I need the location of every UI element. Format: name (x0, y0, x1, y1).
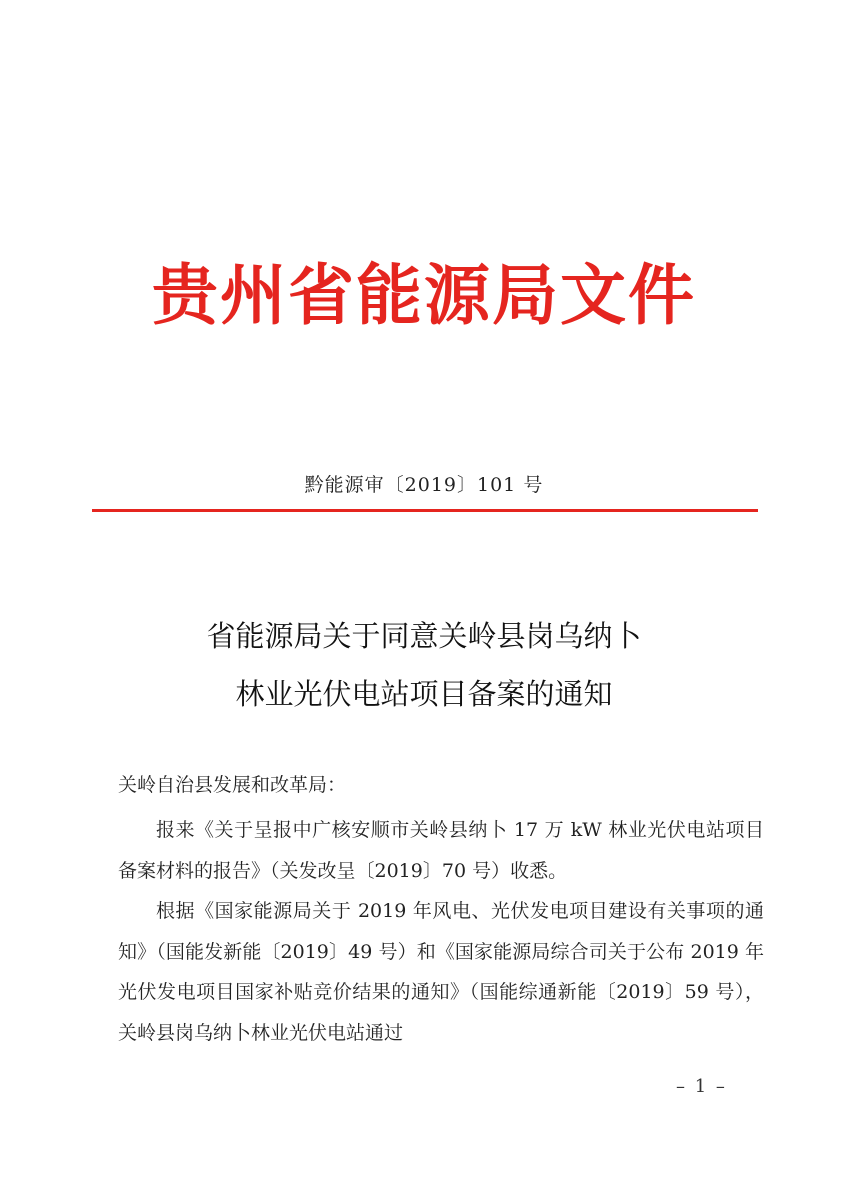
notice-title-line-2: 林业光伏电站项目备案的通知 (235, 677, 613, 711)
body-paragraph: 报来《关于呈报中广核安顺市关岭县纳卜 17 万 kW 林业光伏电站项目备案材料的报告》（关发改呈〔2019〕70 号）收悉。 (118, 819, 764, 882)
issuing-authority-header: 贵州省能源局文件 (152, 256, 696, 334)
page-number: – 1 – (676, 1076, 727, 1097)
body-paragraph: 根据《国家能源局关于 2019 年风电、光伏发电项目建设有关事项的通知》（国能发新能〔2019〕49 号）和《国家能源局综合司关于公布 2019 年光伏发电项目国家补贴竞价结果的通知》（国能综通新能〔2019〕59 号），关岭县岗乌纳卜林业光伏电站通过 (118, 900, 764, 1044)
document-number: 黔能源审〔2019〕101 号 (304, 474, 544, 496)
body-text (118, 810, 764, 1053)
red-divider-line (92, 509, 758, 512)
notice-title-line-1: 省能源局关于同意关岭县岗乌纳卜 (206, 619, 642, 653)
addressee: 关岭自治县发展和改革局： (118, 774, 347, 796)
